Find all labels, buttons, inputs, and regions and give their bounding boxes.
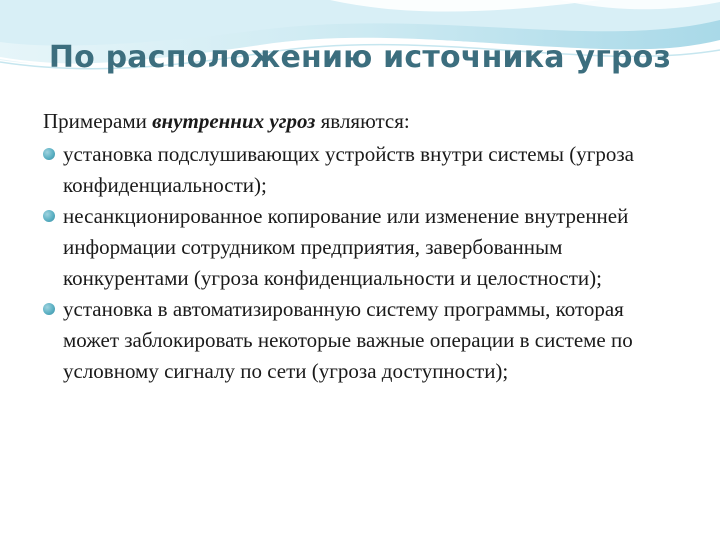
intro-suffix: являются: bbox=[315, 109, 410, 133]
intro-prefix: Примерами bbox=[43, 109, 153, 133]
bullet-icon bbox=[43, 210, 55, 222]
list-item-text: установка подслушивающих устройств внутри системы (угроза конфиденциальности); bbox=[63, 142, 634, 197]
intro-line bbox=[43, 106, 683, 137]
list-item bbox=[43, 201, 683, 294]
list-item bbox=[43, 139, 683, 201]
list-item-text: установка в автоматизированную систему программы, которая может заблокировать некоторые важные операции в системе по условному сигналу по сети (угроза доступности); bbox=[63, 297, 633, 383]
bullet-icon bbox=[43, 148, 55, 160]
slide-body bbox=[43, 106, 683, 387]
slide-title: По расположению источника угроз bbox=[48, 40, 672, 75]
list-item-text: несанкционированное копирование или изменение внутренней информации сотрудником предприятия, завербованным конкурентами (угроза конфиденциальности и целостности); bbox=[63, 204, 629, 290]
threat-list bbox=[43, 139, 683, 387]
intro-emphasis: внутренних угроз bbox=[152, 109, 316, 133]
bullet-icon bbox=[43, 303, 55, 315]
list-item bbox=[43, 294, 683, 387]
